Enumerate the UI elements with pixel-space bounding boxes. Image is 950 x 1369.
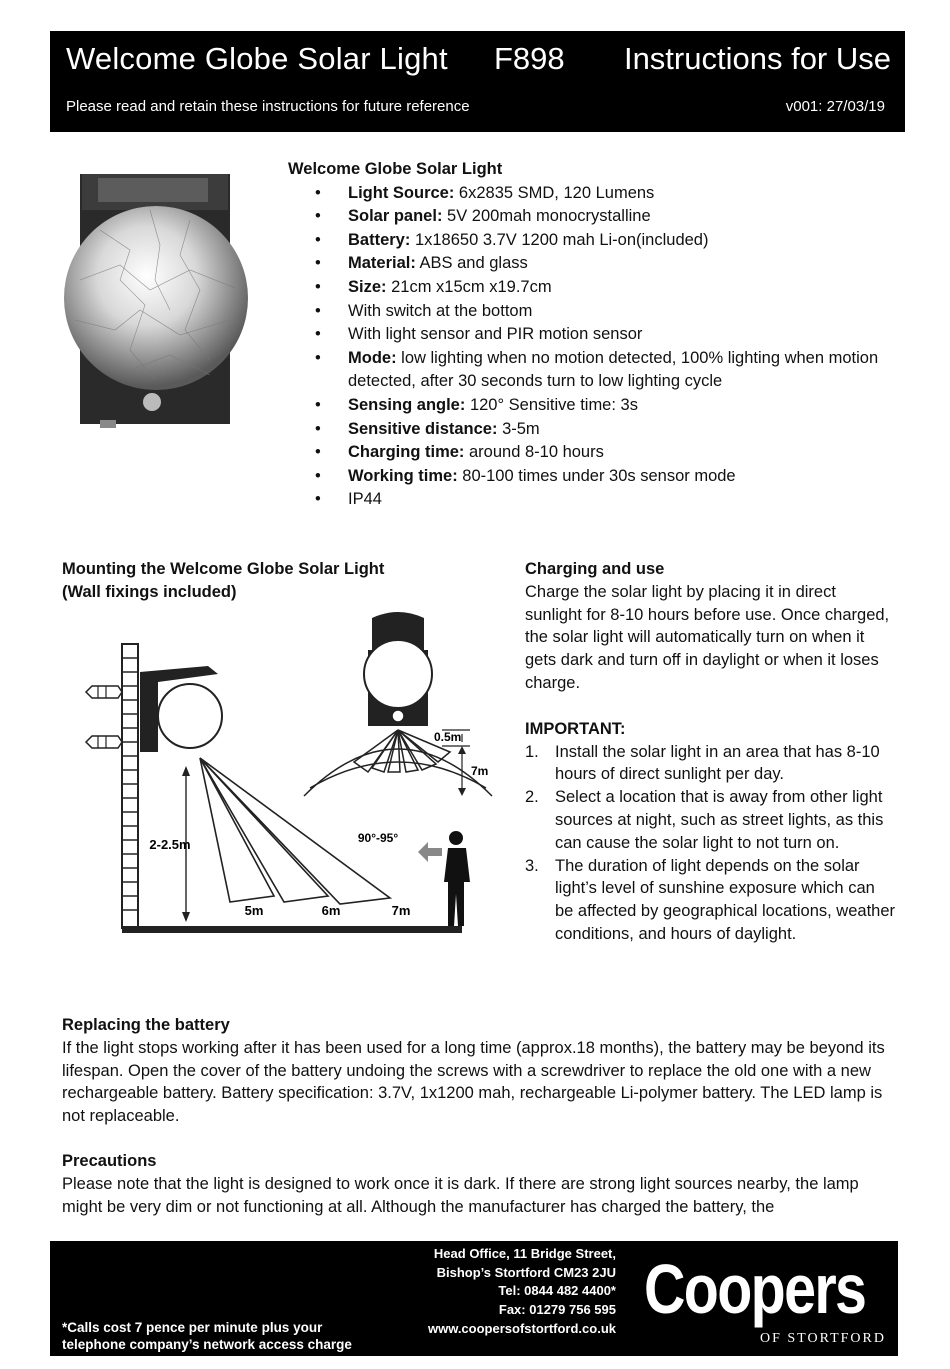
- company-address: Head Office, 11 Bridge Street, Bishop’s Stortford CM23 2JU Tel: 0844 482 4400* Fax: 01279 756 595 www.coopersofstortford.co.uk: [428, 1245, 616, 1339]
- wall-plug-icon: [86, 686, 122, 748]
- spec-item: • Size: 21cm x15cm x19.7cm: [288, 276, 888, 300]
- document-type: Instructions for Use: [623, 41, 891, 76]
- spec-item: • Sensitive distance: 3-5m: [288, 418, 888, 442]
- important-heading: IMPORTANT:: [525, 719, 626, 738]
- precautions-heading: Precautions: [62, 1152, 157, 1170]
- charging-heading: Charging and use: [525, 560, 665, 578]
- spec-item: • Solar panel: 5V 200mah monocrystalline: [288, 205, 888, 229]
- spec-heading: Welcome Globe Solar Light: [288, 160, 503, 178]
- range-label: 7m: [471, 764, 489, 778]
- battery-section: [62, 1014, 887, 1128]
- website-link[interactable]: www.coopersofstortford.co.uk: [427, 1320, 616, 1336]
- person-silhouette-icon: [444, 831, 470, 926]
- top-gap-label: 0.5m: [434, 730, 462, 744]
- spec-item: • Charging time: around 8-10 hours: [288, 441, 888, 465]
- battery-text: If the light stops working after it has been used for a long time (approx.18 months), the battery may be beyond its lifespan. Open the cover of the battery undoing the screws with a screwdriver to replace the old one with a new rechargeable battery. Battery specification: 3.7V, 1x1200 mah, rechargeable Li-polymer battery. The LED lamp is not replaceable.: [62, 1038, 885, 1126]
- product-title: Welcome Globe Solar Light: [66, 41, 448, 76]
- call-cost-note: *Calls cost 7 pence per minute plus your telephone company’s network access charge: [62, 1320, 352, 1352]
- product-code: F898: [494, 41, 565, 76]
- spec-item: • Working time: 80-100 times under 30s sensor mode: [288, 465, 888, 489]
- coopers-logo: Coopers OF STORTFORD: [644, 1250, 886, 1346]
- distance-label-5m: 5m: [244, 903, 264, 918]
- angle-label: 90°-95°: [357, 831, 399, 845]
- mounting-heading: Mounting the Welcome Globe Solar Light (Wall fixings included): [62, 560, 385, 601]
- product-photo: [60, 170, 260, 432]
- precautions-text: Please note that the light is designed to work once it is dark. If there are strong light sources nearby, the lamp might be very dim or not functioning at all. Although the manufacturer has charged the battery, the: [62, 1174, 859, 1216]
- charging-text: Charge the solar light by placing it in direct sunlight for 8-10 hours before use. Once charged, the solar light will automatically turn on when it gets dark and turn off in daylight or when it loses charge.: [525, 582, 890, 692]
- charging-section: [525, 558, 895, 946]
- spec-item: • With light sensor and PIR motion sensor: [288, 323, 888, 347]
- distance-label-6m: 6m: [321, 903, 341, 918]
- important-item: 3. The duration of light depends on the solar light’s level of sunshine exposure which can be affected by geographical locations, weather conditions, and hours of daylight.: [525, 856, 896, 943]
- important-item: 2. Select a location that is away from other light sources at night, such as street lights, as this can cause the solar light to not turn on.: [525, 788, 884, 852]
- battery-heading: Replacing the battery: [62, 1016, 230, 1034]
- spec-list-section: [288, 158, 888, 512]
- spec-item: • IP44: [288, 488, 888, 512]
- distance-label-7m: 7m: [391, 903, 411, 918]
- height-label: 2-2.5m: [149, 837, 191, 852]
- footer-bar: [50, 1241, 898, 1356]
- precautions-section: [62, 1150, 887, 1218]
- spec-item: • Battery: 1x18650 3.7V 1200 mah Li-on(included): [288, 229, 888, 253]
- spec-item: • Light Source: 6x2835 SMD, 120 Lumens: [288, 182, 888, 206]
- spec-item: • Sensing angle: 120° Sensitive time: 3s: [288, 394, 888, 418]
- header-subtitle: Please read and retain these instructions for future reference: [66, 98, 470, 115]
- spec-item: • Material: ABS and glass: [288, 252, 888, 276]
- version-label: v001: 27/03/19: [785, 98, 885, 115]
- motion-arrow-icon: [418, 842, 442, 862]
- spec-item: • Mode: low lighting when no motion detected, 100% lighting when motion detected, after 30 seconds turn to low lighting cycle: [288, 347, 888, 394]
- spec-item: • With switch at the bottom: [288, 300, 888, 324]
- header-bar: [50, 31, 905, 132]
- mounting-diagram: [78, 612, 498, 942]
- spec-list: [288, 182, 888, 512]
- important-list: [525, 741, 895, 946]
- important-item: 1. Install the solar light in an area that has 8-10 hours of direct sunlight per day.: [525, 742, 880, 784]
